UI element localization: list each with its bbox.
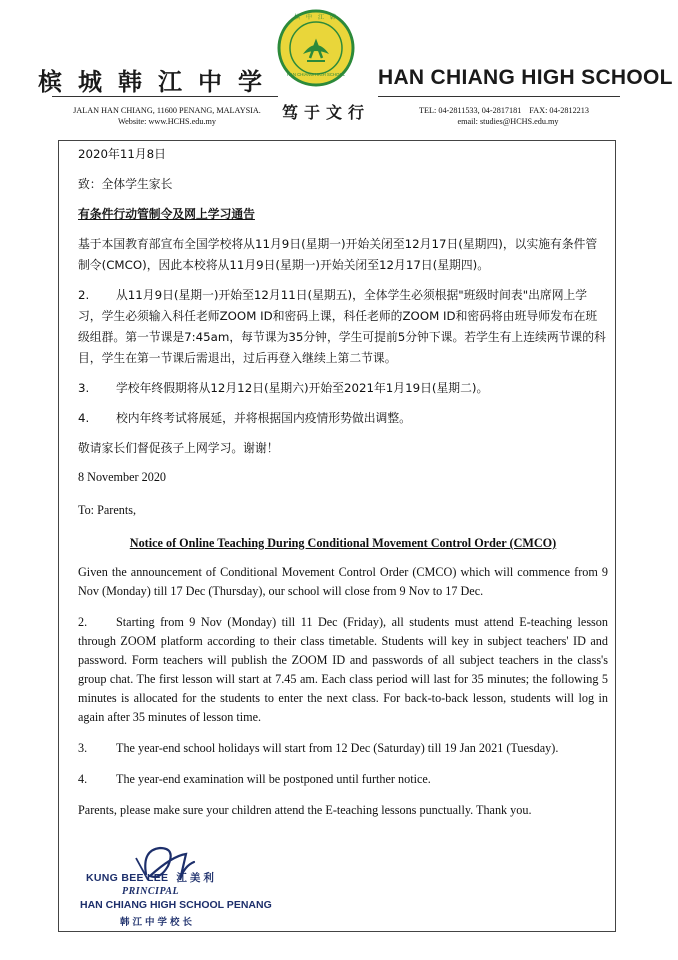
- school-contact-block: [398, 105, 618, 127]
- letter-en-paragraph-3-number: 3.: [78, 741, 88, 755]
- logo-text: 槟 中 江 韩: [294, 14, 338, 21]
- school-email: email: studies@HCHS.edu.my: [457, 117, 559, 126]
- letter-en-title: Notice of Online Teaching During Conditional Movement Control Order (CMCO): [129, 536, 557, 550]
- letter-cn-title: 有条件行动管制令及网上学习通告: [78, 207, 255, 221]
- letter-cn-paragraph-3-text: 学校年终假期将从12月12日(星期六)开始至2021年1月19日(星期二)。: [116, 381, 489, 395]
- letter-en-paragraph-4-number: 4.: [78, 772, 88, 786]
- letter-en-paragraph-2-text: Starting from 9 Nov (Monday) till 11 Dec (Friday), all students must attend E-teaching lesson through ZOOM platform according to their class timetable. Students will key in subject teachers' ID and password. Form teachers will publish the ZOOM ID and passwords of all subject teachers in the class's group chat. The first lesson will start at 7.45 am. Each class period will last for 35 minutes; the following 5 minutes is allocated for the students to enter the next class. For back-to-back lesson, students will log in again after 35 minutes of lesson time.: [78, 615, 608, 724]
- letter-en-paragraph-2: [78, 613, 608, 727]
- letter-en-closing: Parents, please make sure your children attend the E-teaching lessons punctually. Thank you.: [78, 803, 532, 817]
- school-tel: TEL: 04-2811533, 04-2817181: [419, 106, 522, 115]
- principal-name-cn: 江美利: [176, 872, 217, 884]
- letter-en-date: 8 November 2020: [78, 470, 167, 484]
- stamp-school-name-en: HAN CHIANG HIGH SCHOOL PENANG: [80, 899, 272, 911]
- school-address: JALAN HAN CHIANG, 11600 PENANG, MALAYSIA.: [73, 106, 261, 115]
- logo-caption: HAN CHIANG HIGH SCHOOL: [286, 72, 346, 77]
- letter-en-paragraph-4: [78, 770, 608, 789]
- letter-cn-recipient: 致：全体学生家长: [78, 177, 173, 191]
- letter-en-paragraph-4-text: The year-end examination will be postponed until further notice.: [116, 772, 431, 786]
- letter-en-recipient: To: Parents,: [78, 503, 137, 517]
- letter-cn-paragraph-3: [78, 378, 608, 399]
- letter-cn-paragraph-4-number: 4.: [78, 411, 90, 425]
- letter-en-paragraph-1: Given the announcement of Conditional Movement Control Order (CMCO) which will commence from 9 Nov (Monday) till 17 Dec (Thursday), our school will close from 9 Nov to 17 Dec.: [78, 565, 608, 598]
- letter-cn-paragraph-2-text: 从11月9日(星期一)开始至12月11日(星期五)，全体学生必须根据"班级时间表"出席网上学习，学生必须输入科任老师ZOOM ID和密码上课，科任老师的ZOOM ID和密码将由班导师发布在班级组群。第一节课是7:45am，每节课为35分钟，学生可提前5分钟下课。若学生有上连续两节课的科目，学生在第一节课后需退出，过后再登入继续上第二节课。: [78, 288, 606, 365]
- stamp-school-name-cn: 韩江中学校长: [120, 917, 196, 928]
- school-name-cn: 槟城韩江中学: [38, 67, 278, 96]
- letterhead-divider-left: [52, 96, 278, 97]
- letter-cn-paragraph-2-number: 2.: [78, 288, 90, 302]
- letter-en-paragraph-2-number: 2.: [78, 615, 88, 629]
- principal-title: PRINCIPAL: [122, 886, 180, 897]
- letter-cn-date: 2020年11月8日: [78, 147, 166, 161]
- letter-cn-closing: 敬请家长们督促孩子上网学习。谢谢！: [78, 441, 279, 455]
- letter-body: [78, 144, 608, 832]
- letter-en-paragraph-3-text: The year-end school holidays will start from 12 Dec (Saturday) till 19 Jan 2021 (Tuesday).: [116, 741, 559, 755]
- principal-name: [86, 870, 217, 885]
- letter-en-section: [78, 468, 608, 820]
- letter-cn-paragraph-3-number: 3.: [78, 381, 90, 395]
- school-fax: FAX: 04-2812213: [529, 106, 589, 115]
- letter-cn-paragraph-2: [78, 285, 608, 369]
- letter-en-paragraph-3: [78, 739, 608, 758]
- letterhead-divider-right: [378, 96, 620, 97]
- school-address-block: [52, 105, 282, 127]
- letter-cn-section: [78, 144, 608, 459]
- school-motto: 笃于文行: [282, 103, 371, 122]
- letter-cn-paragraph-1: 基于本国教育部宣布全国学校将从11月9日(星期一)开始关闭至12月17日(星期四)，以实施有条件管制令(CMCO)，因此本校将从11月9日(星期一)开始关闭至12月17日(星期四)。: [78, 237, 598, 272]
- principal-name-en: KUNG BEE LEE: [86, 872, 169, 884]
- letter-cn-paragraph-4: [78, 408, 608, 429]
- school-website: Website: www.HCHS.edu.my: [118, 117, 216, 126]
- school-name-en: HAN CHIANG HIGH SCHOOL: [378, 66, 673, 89]
- letter-cn-paragraph-4-text: 校内年终考试将展延，并将根据国内疫情形势做出调整。: [116, 411, 411, 425]
